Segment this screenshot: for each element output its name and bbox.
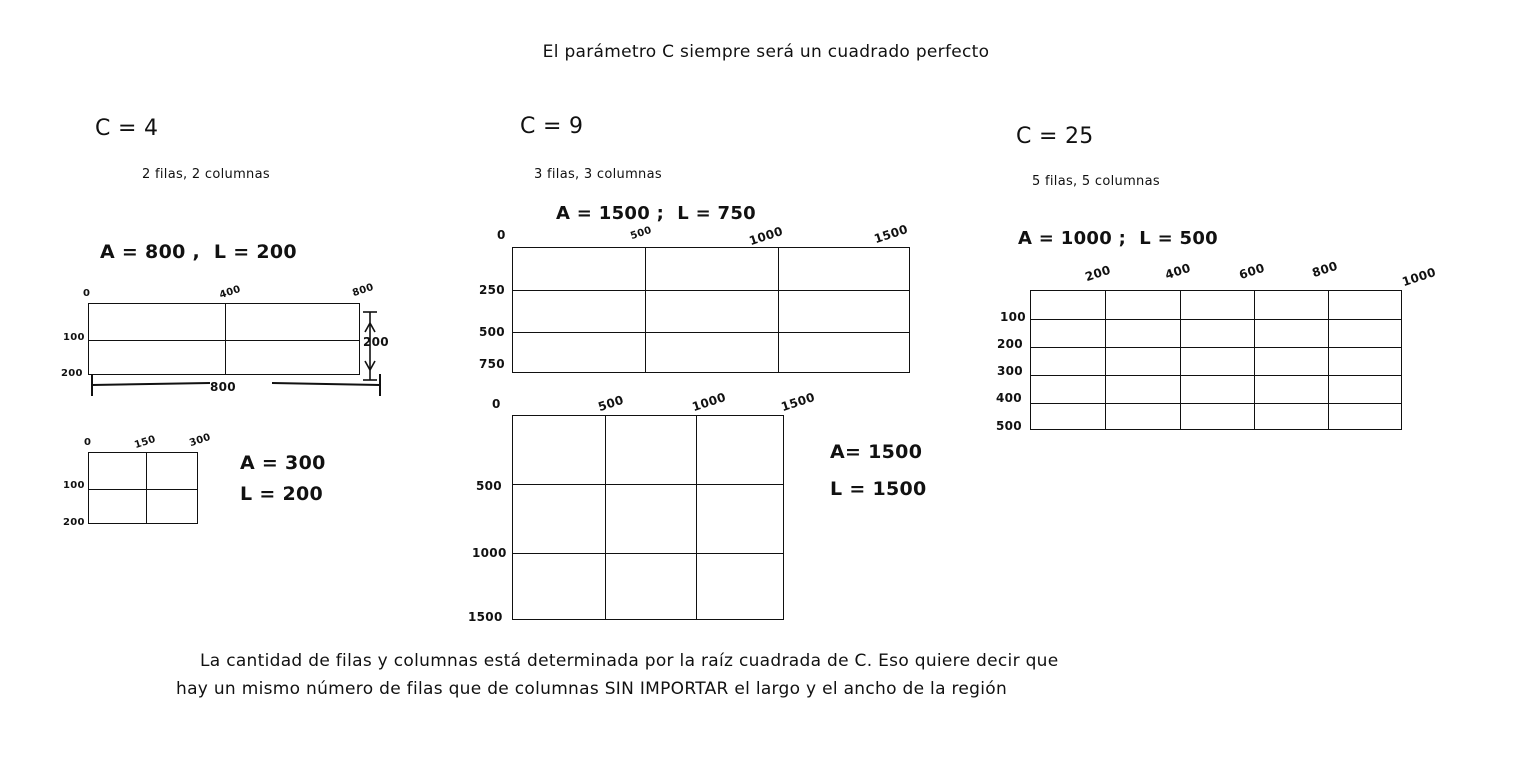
tick-y-c4a-0: 100 [63, 332, 85, 343]
tick-x-c4b-1: 150 [133, 433, 158, 452]
case-sub-c4: 2 filas, 2 columnas [142, 167, 270, 182]
case-label-c25: C = 25 [1016, 124, 1094, 149]
case-label-c9: C = 9 [520, 114, 584, 139]
tick-x-c9a-3: 1500 [872, 222, 910, 247]
tick-y-c4b-0: 100 [63, 480, 85, 491]
grid-line-vertical [696, 416, 697, 619]
grid-line-vertical [1328, 291, 1329, 429]
formula-l-c9b: L = 1500 [830, 478, 927, 500]
tick-x-c9b-3: 1500 [779, 390, 817, 415]
grid-line-horizontal [1031, 403, 1401, 404]
tick-x-c9b-2: 1000 [690, 390, 728, 415]
tick-x-c9a-1: 500 [629, 224, 654, 243]
tick-x-c25-4: 1000 [1400, 265, 1438, 290]
grid-line-vertical [146, 453, 147, 523]
formula-c4: A = 800 , L = 200 [100, 241, 297, 263]
tick-x-c9a-0: 0 [497, 228, 506, 242]
grid-line-vertical [778, 248, 779, 372]
tick-y-c4b-1: 200 [63, 517, 85, 528]
grid-line-horizontal [513, 290, 909, 291]
grid-line-horizontal [1031, 347, 1401, 348]
tick-x-c9a-2: 1000 [747, 224, 785, 249]
formula-a-c4b: A = 300 [240, 452, 326, 474]
width-label-c4a: 800 [210, 380, 236, 394]
case-label-c4: C = 4 [95, 116, 159, 141]
footer-line-1: La cantidad de filas y columnas está determinada por la raíz cuadrada de C. Eso quiere decir que [200, 651, 1059, 671]
grid-line-horizontal [1031, 319, 1401, 320]
tick-x-c4a-0: 0 [83, 288, 91, 299]
tick-x-c25-2: 600 [1237, 260, 1267, 283]
grid-line-vertical [1105, 291, 1106, 429]
grid-line-vertical [1254, 291, 1255, 429]
tick-x-c25-3: 800 [1310, 258, 1340, 281]
height-label-c4a: 200 [363, 335, 389, 349]
formula-a-c9b: A= 1500 [830, 441, 923, 463]
case-sub-c25: 5 filas, 5 columnas [1032, 174, 1160, 189]
tick-y-c25-0: 100 [1000, 310, 1026, 324]
grid-line-horizontal [513, 332, 909, 333]
tick-y-c9b-1: 1000 [472, 546, 507, 560]
dimension-arrows-c4a [80, 290, 400, 400]
grid-c25-a [1030, 290, 1402, 430]
tick-y-c4a-1: 200 [61, 368, 83, 379]
grid-line-vertical [1180, 291, 1181, 429]
tick-x-c4b-2: 300 [188, 431, 213, 450]
tick-y-c9a-2: 750 [479, 357, 505, 371]
page-title: El parámetro C siempre será un cuadrado perfecto [542, 42, 990, 62]
grid-line-horizontal [89, 489, 197, 490]
formula-l-c4b: L = 200 [240, 483, 324, 505]
tick-y-c9b-0: 500 [476, 479, 502, 493]
formula-c9: A = 1500 ; L = 750 [556, 203, 756, 224]
tick-x-c25-0: 200 [1083, 262, 1113, 285]
tick-x-c9b-0: 0 [492, 397, 501, 411]
tick-x-c4a-1: 400 [218, 283, 243, 302]
tick-y-c9a-0: 250 [479, 283, 505, 297]
grid-c9-a [512, 247, 910, 373]
tick-y-c9a-1: 500 [479, 325, 505, 339]
grid-line-horizontal [513, 484, 783, 485]
formula-c25: A = 1000 ; L = 500 [1018, 228, 1218, 249]
tick-x-c9b-1: 500 [596, 392, 626, 415]
tick-x-c4b-0: 0 [84, 437, 92, 448]
tick-y-c9b-2: 1500 [468, 610, 503, 624]
footer-line-2: hay un mismo número de filas que de columnas SIN IMPORTAR el largo y el ancho de la región [176, 679, 1008, 699]
tick-y-c25-3: 400 [996, 391, 1022, 405]
grid-line-vertical [605, 416, 606, 619]
tick-x-c25-1: 400 [1163, 260, 1193, 283]
tick-y-c25-1: 200 [997, 337, 1023, 351]
grid-c4-b [88, 452, 198, 524]
case-sub-c9: 3 filas, 3 columnas [534, 167, 662, 182]
grid-line-vertical [645, 248, 646, 372]
tick-x-c4a-2: 800 [351, 281, 376, 300]
grid-line-horizontal [513, 553, 783, 554]
tick-y-c25-4: 500 [996, 419, 1022, 433]
tick-y-c25-2: 300 [997, 364, 1023, 378]
grid-c9-b [512, 415, 784, 620]
grid-line-horizontal [1031, 375, 1401, 376]
